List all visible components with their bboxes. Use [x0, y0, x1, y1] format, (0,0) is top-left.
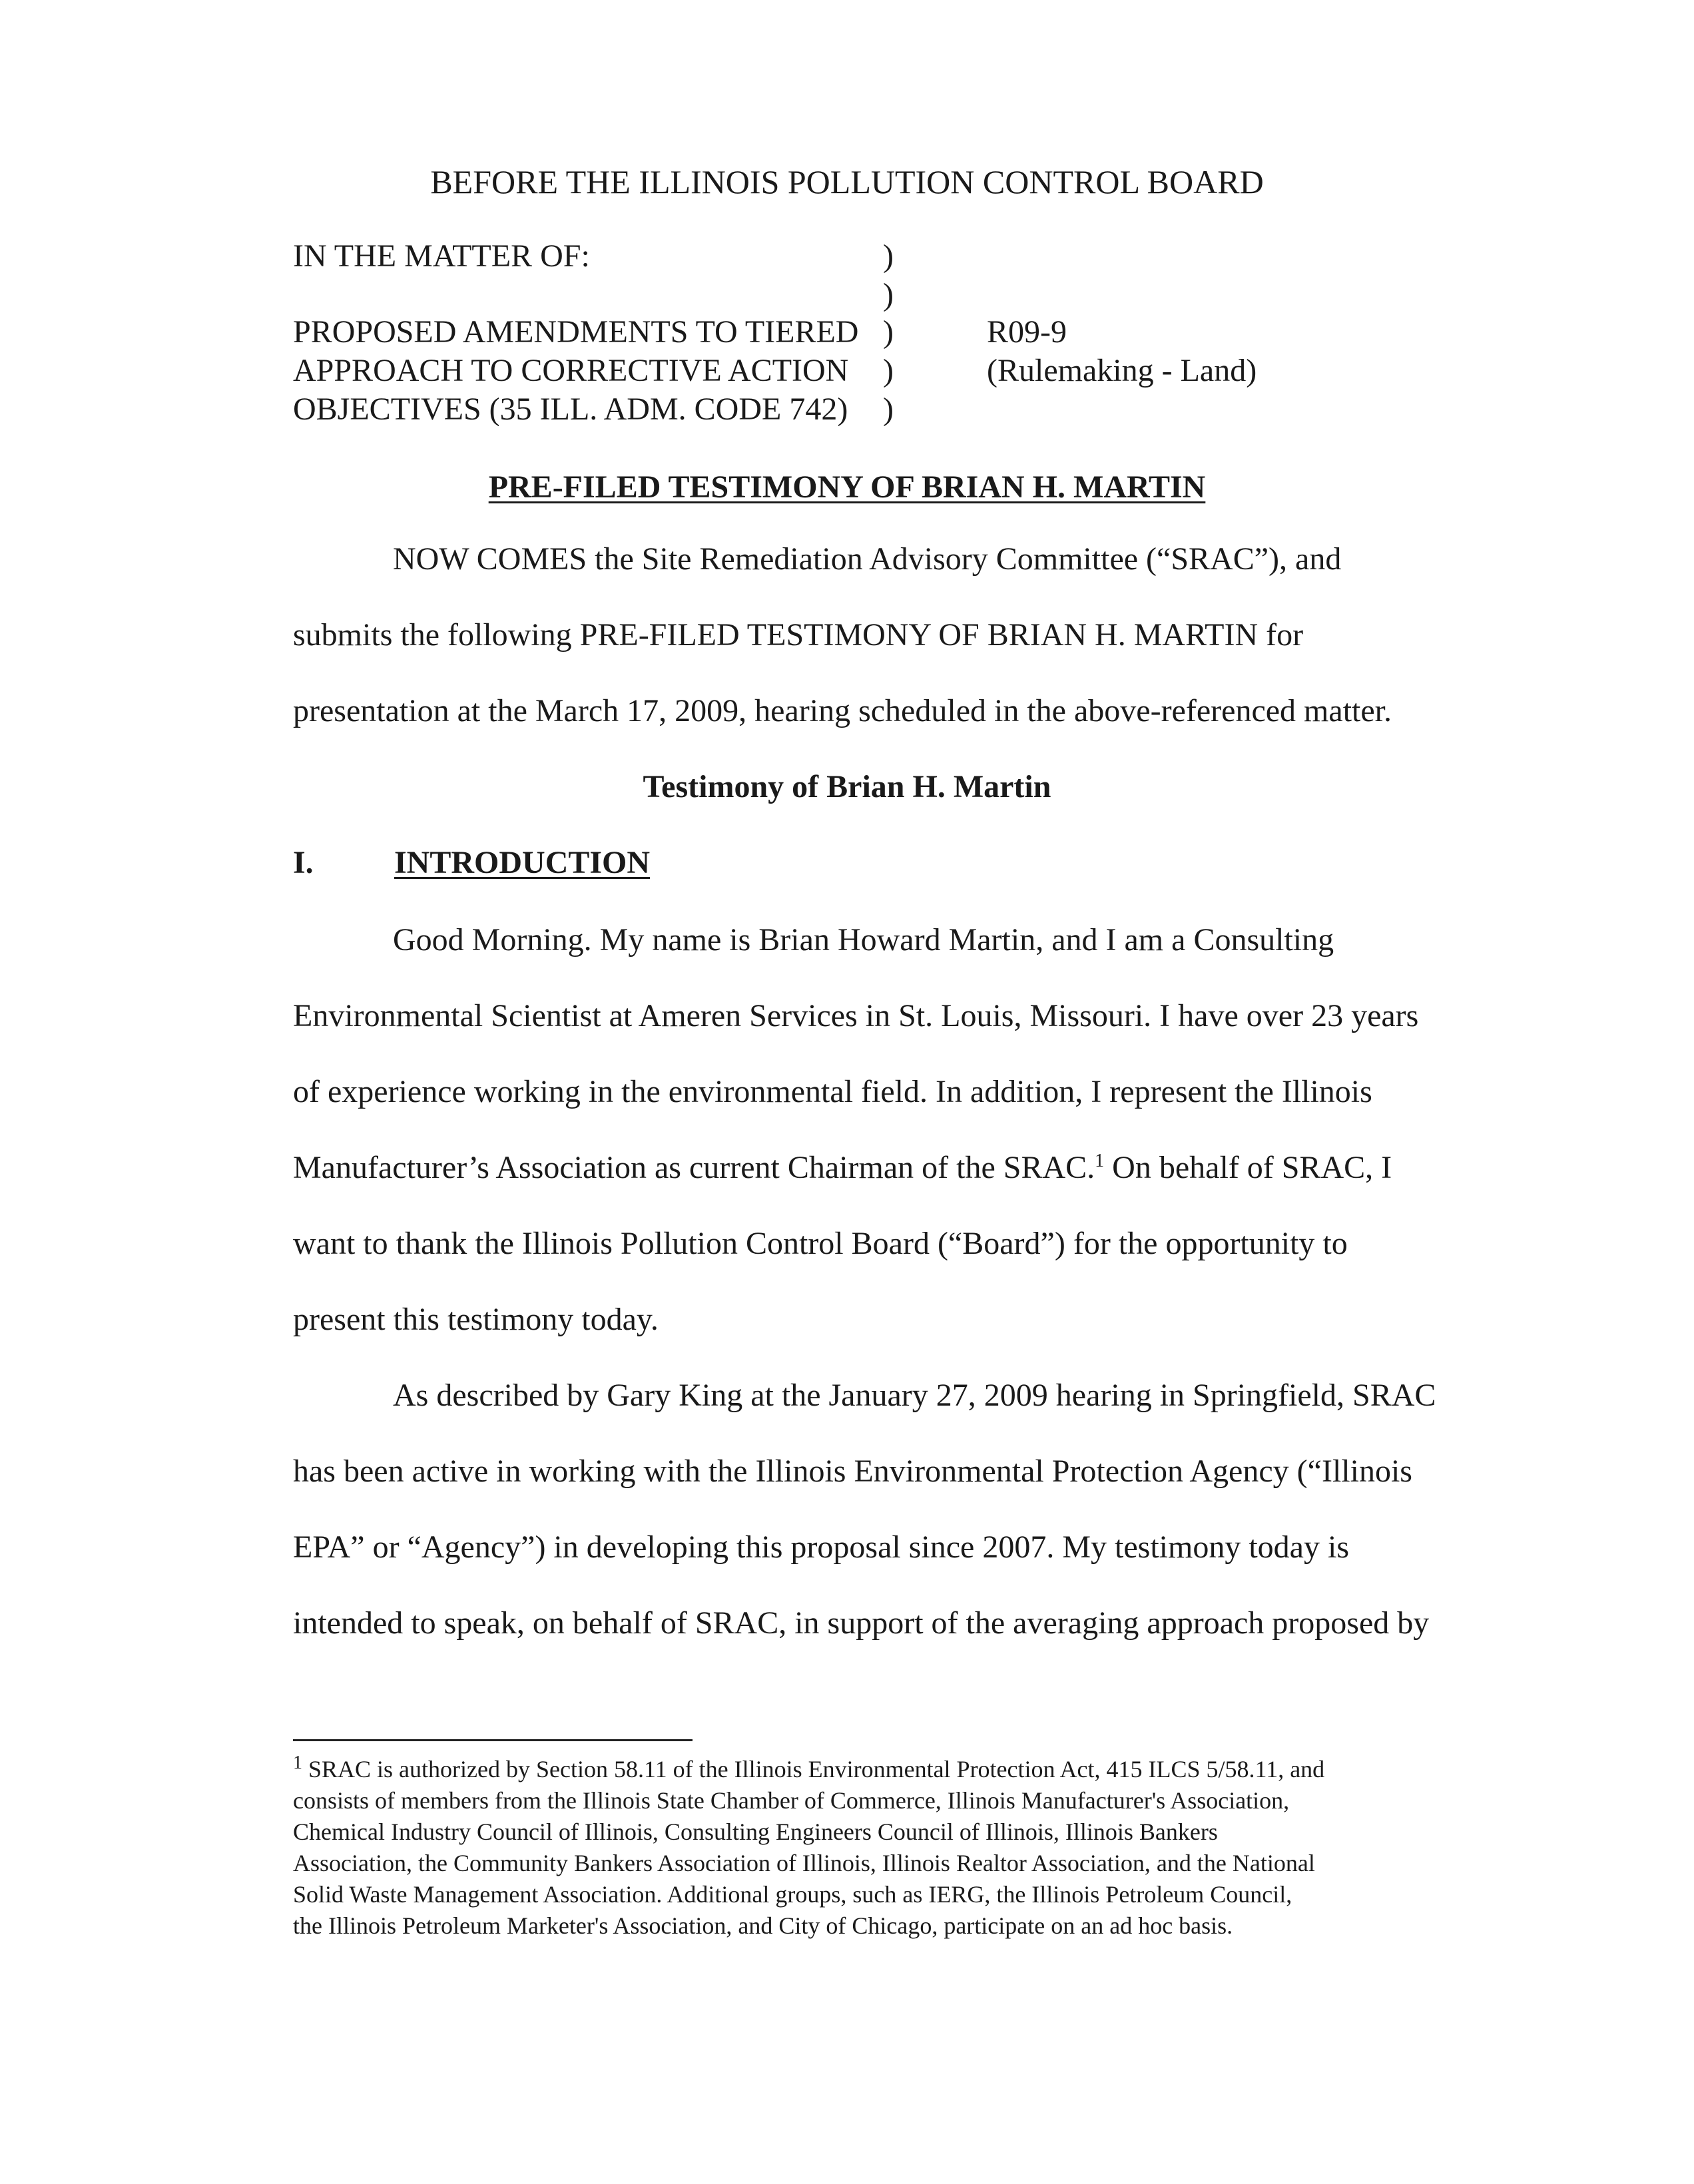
caption-paren-5: ) [883, 392, 894, 427]
caption-line-4: APPROACH TO CORRECTIVE ACTION [293, 353, 849, 388]
footnote-line-1 [293, 1755, 1324, 1783]
paragraph1-line-4-tail: On behalf of SRAC, I [1104, 1150, 1392, 1185]
footnote-separator [293, 1739, 693, 1741]
paragraph1-line-4-text: Manufacturer’s Association as current Chairman of the SRAC. [293, 1150, 1095, 1185]
paragraph2-line-2: has been active in working with the Illinois Environmental Protection Agency (“Illinois [293, 1454, 1412, 1489]
docket-number: R09-9 [987, 314, 1067, 350]
paragraph1-line-5: want to thank the Illinois Pollution Control Board (“Board”) for the opportunity to [293, 1226, 1348, 1261]
footnote-marker: 1 [293, 1753, 302, 1773]
document-title: PRE-FILED TESTIMONY OF BRIAN H. MARTIN [488, 469, 1206, 505]
paragraph1-line-4 [293, 1149, 1392, 1186]
footnote-line-6: the Illinois Petroleum Marketer's Association, and City of Chicago, participate on an ad hoc basis. [293, 1912, 1233, 1939]
paragraph2-line-3: EPA” or “Agency”) in developing this proposal since 2007. My testimony today is [293, 1529, 1349, 1565]
intro-line-3: presentation at the March 17, 2009, hearing scheduled in the above-referenced matter. [293, 693, 1392, 728]
caption-line-1: IN THE MATTER OF: [293, 238, 590, 274]
caption-line-3: PROPOSED AMENDMENTS TO TIERED [293, 314, 859, 350]
intro-line-1: NOW COMES the Site Remediation Advisory Committee (“SRAC”), and [393, 541, 1342, 577]
caption-paren-1: ) [883, 238, 894, 274]
footnote-line-5: Solid Waste Management Association. Additional groups, such as IERG, the Illinois Petroleum Council, [293, 1881, 1292, 1908]
section-title: INTRODUCTION [394, 845, 651, 880]
footnote-line-4: Association, the Community Bankers Association of Illinois, Illinois Realtor Association, and the National [293, 1850, 1315, 1876]
docket-type: (Rulemaking - Land) [987, 353, 1257, 388]
testimony-heading: Testimony of Brian H. Martin [643, 769, 1051, 804]
paragraph2-line-1: As described by Gary King at the January 27, 2009 hearing in Springfield, SRAC [393, 1378, 1436, 1413]
paragraph1-line-3: of experience working in the environmental field. In addition, I represent the Illinois [293, 1074, 1372, 1109]
paragraph1-line-2: Environmental Scientist at Ameren Services in St. Louis, Missouri. I have over 23 years [293, 998, 1419, 1033]
paragraph1-line-6: present this testimony today. [293, 1302, 659, 1337]
section-number: I. [293, 845, 314, 880]
caption-paren-4: ) [883, 353, 894, 388]
caption-paren-3: ) [883, 314, 894, 350]
caption-line-5: OBJECTIVES (35 ILL. ADM. CODE 742) [293, 392, 848, 427]
board-heading: BEFORE THE ILLINOIS POLLUTION CONTROL BOARD [430, 163, 1264, 200]
paragraph1-line-1: Good Morning. My name is Brian Howard Martin, and I am a Consulting [393, 922, 1334, 957]
footnote-line-1-text: SRAC is authorized by Section 58.11 of the Illinois Environmental Protection Act, 415 ILCS 5/58.11, and [302, 1756, 1325, 1782]
footnote-line-3: Chemical Industry Council of Illinois, Consulting Engineers Council of Illinois, Illinois Bankers [293, 1818, 1218, 1845]
footnote-ref-marker: 1 [1095, 1151, 1105, 1171]
paragraph2-line-4: intended to speak, on behalf of SRAC, in support of the averaging approach proposed by [293, 1605, 1430, 1641]
caption-paren-2: ) [883, 277, 894, 312]
intro-line-2: submits the following PRE-FILED TESTIMONY OF BRIAN H. MARTIN for [293, 617, 1304, 653]
footnote-line-2: consists of members from the Illinois State Chamber of Commerce, Illinois Manufacturer's Association, [293, 1787, 1290, 1814]
